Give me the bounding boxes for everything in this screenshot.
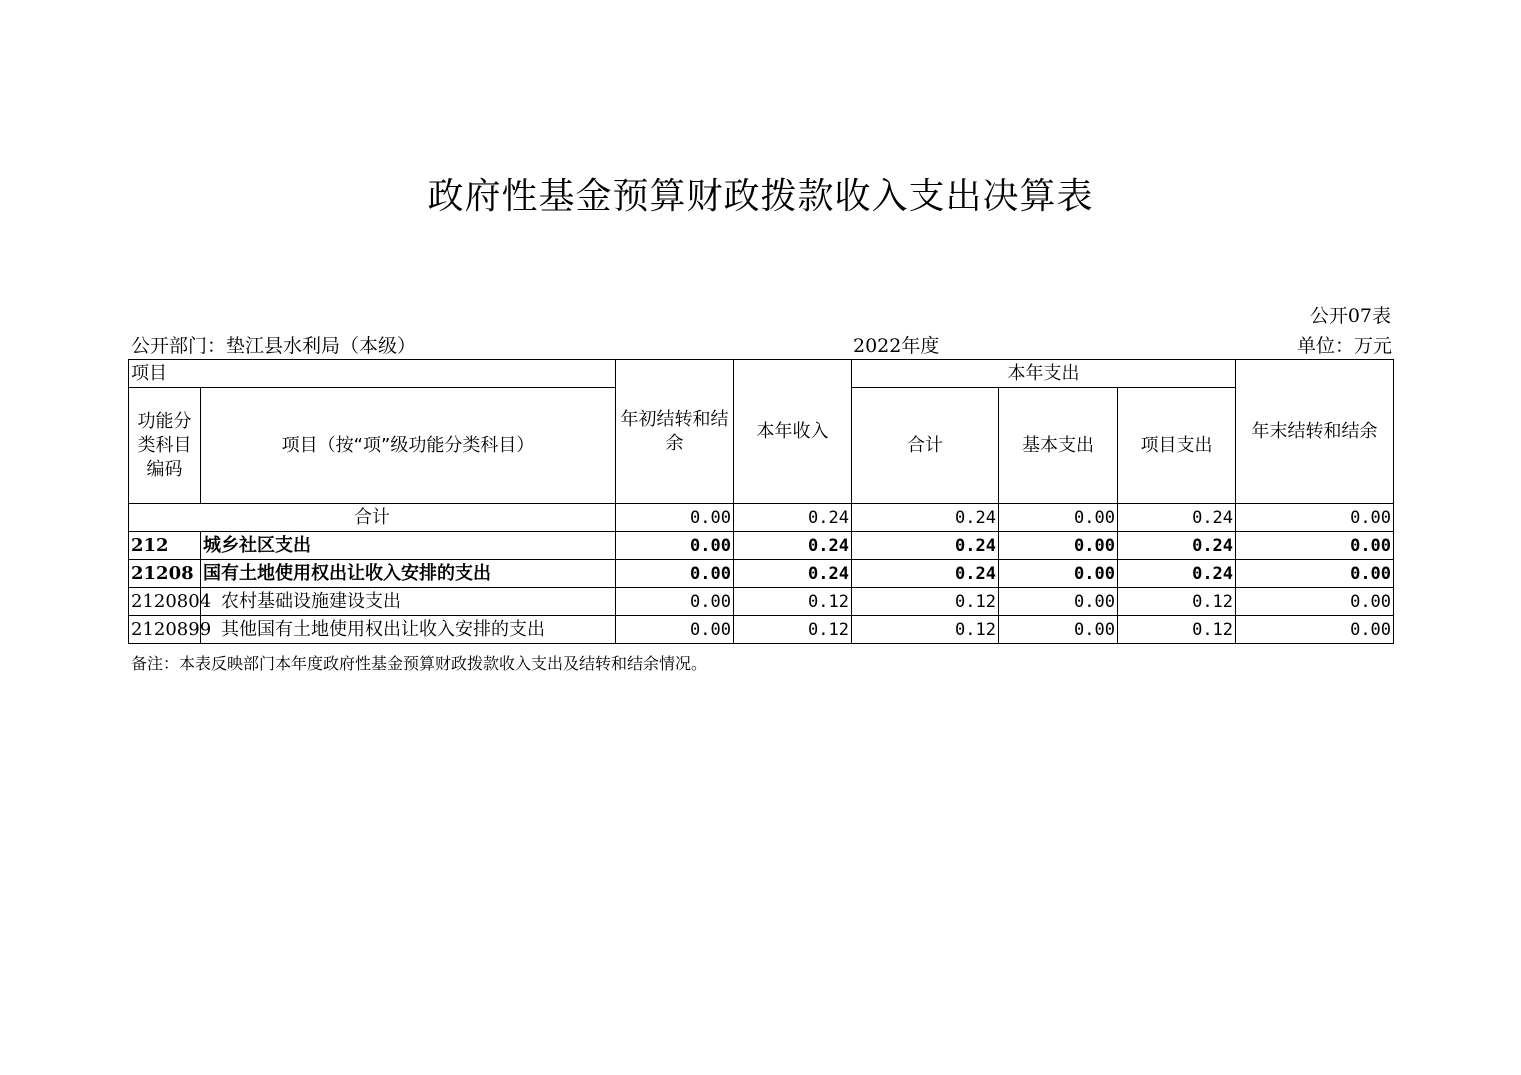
row-income: 0.12 [734,588,852,616]
header-expense-total: 合计 [852,388,999,504]
header-row-1 [129,360,1394,388]
row-end: 0.00 [1236,532,1394,560]
total-expense-project: 0.24 [1118,504,1236,532]
department-label: 公开部门：垫江县水利局（本级） [131,335,417,357]
row-begin: 0.00 [616,588,734,616]
row-expense-project: 0.24 [1118,532,1236,560]
footnote: 备注：本表反映部门本年度政府性基金预算财政拨款收入支出及结转和结余情况。 [131,654,708,673]
row-begin: 0.00 [616,616,734,644]
total-expense-basic: 0.00 [999,504,1118,532]
fiscal-year: 2022年度 [853,335,940,357]
header-income: 本年收入 [734,360,852,504]
table-row [129,588,1394,616]
header-begin-balance: 年初结转和结余 [616,360,734,504]
table-row [129,532,1394,560]
meta-row [131,331,1392,357]
row-name: 农村基础设施建设支出 [201,588,616,616]
row-code: 212 [129,532,201,560]
row-expense-total: 0.12 [852,616,999,644]
header-expense-group: 本年支出 [852,360,1236,388]
header-expense-project: 项目支出 [1118,388,1236,504]
row-begin: 0.00 [616,560,734,588]
row-income: 0.12 [734,616,852,644]
total-begin: 0.00 [616,504,734,532]
row-expense-project: 0.24 [1118,560,1236,588]
total-expense-total: 0.24 [852,504,999,532]
form-number: 公开07表 [1309,305,1391,327]
row-end: 0.00 [1236,588,1394,616]
total-label: 合计 [129,504,616,532]
table-row [129,616,1394,644]
row-code: 21208 [129,560,201,588]
header-expense-basic: 基本支出 [999,388,1118,504]
table-row [129,560,1394,588]
row-name: 国有土地使用权出让收入安排的支出 [201,560,616,588]
header-item-name: 项目（按“项”级功能分类科目） [201,388,616,504]
row-code: 2120804 [129,588,201,616]
row-income: 0.24 [734,560,852,588]
row-expense-total: 0.24 [852,532,999,560]
row-begin: 0.00 [616,532,734,560]
total-row [129,504,1394,532]
header-item: 项目 [129,360,616,388]
unit-label: 单位：万元 [1296,335,1392,357]
header-func-code: 功能分类科目编码 [129,388,201,504]
row-expense-project: 0.12 [1118,616,1236,644]
row-income: 0.24 [734,532,852,560]
row-code: 2120899 [129,616,201,644]
total-income: 0.24 [734,504,852,532]
row-expense-basic: 0.00 [999,588,1118,616]
row-name: 城乡社区支出 [201,532,616,560]
report-table [128,359,1394,644]
row-expense-total: 0.12 [852,588,999,616]
row-expense-project: 0.12 [1118,588,1236,616]
row-expense-basic: 0.00 [999,532,1118,560]
row-expense-total: 0.24 [852,560,999,588]
total-end: 0.00 [1236,504,1394,532]
header-end-balance: 年末结转和结余 [1236,360,1394,504]
row-end: 0.00 [1236,616,1394,644]
row-end: 0.00 [1236,560,1394,588]
row-expense-basic: 0.00 [999,616,1118,644]
row-expense-basic: 0.00 [999,560,1118,588]
page-title: 政府性基金预算财政拨款收入支出决算表 [427,176,1094,217]
row-name: 其他国有土地使用权出让收入安排的支出 [201,616,616,644]
